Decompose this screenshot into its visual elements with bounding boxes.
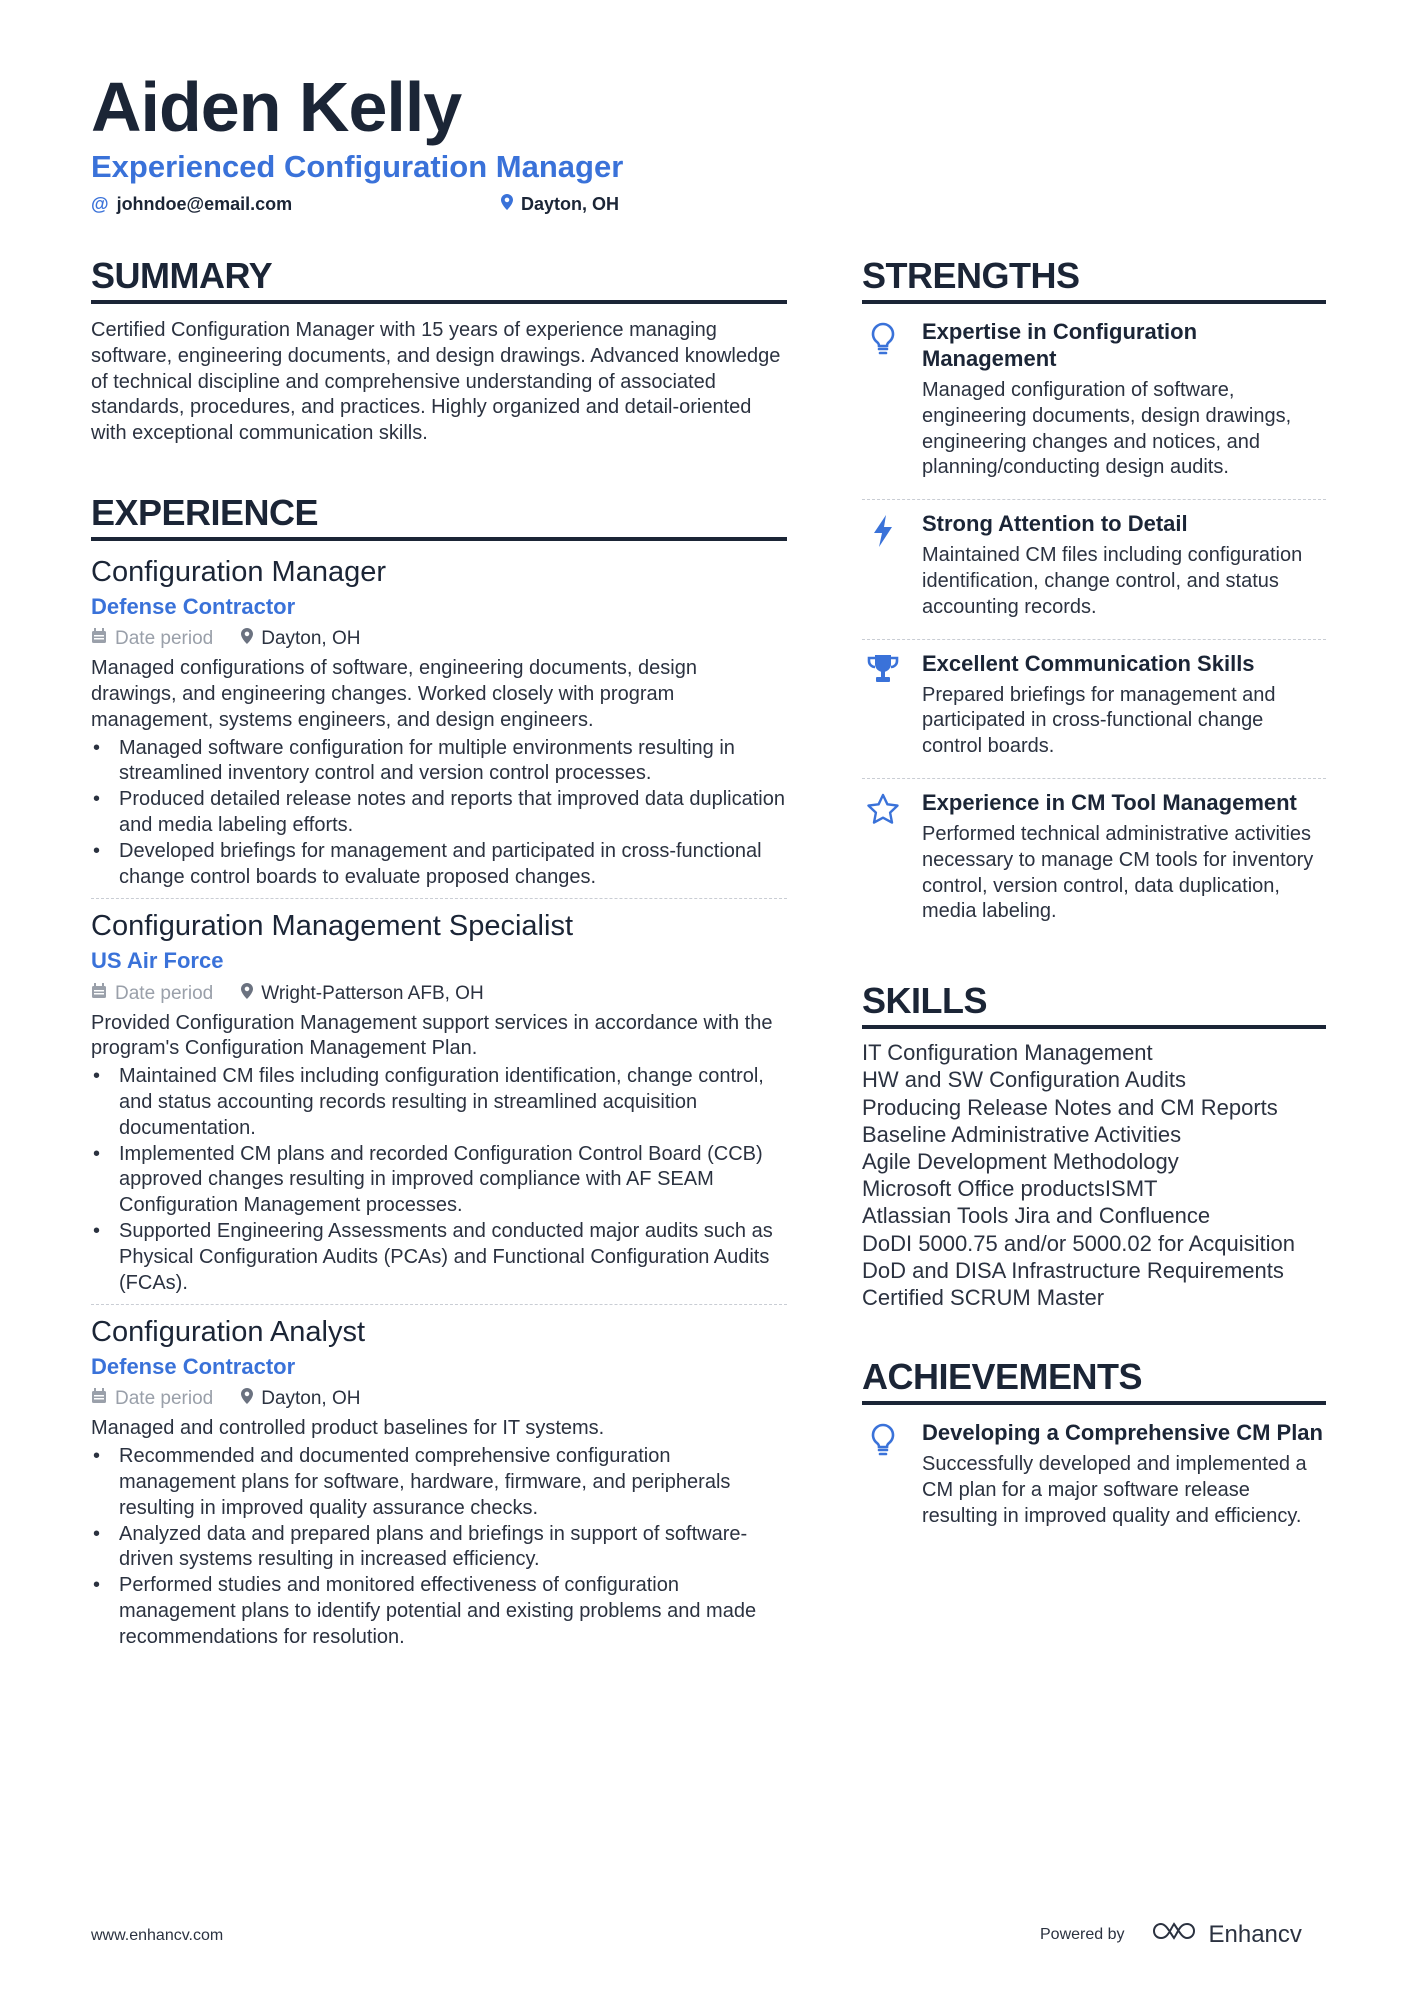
candidate-name: Aiden Kelly [91,68,462,146]
job-description: Provided Configuration Management support services in accordance with the program's Configuration Management Plan. [91,1011,773,1060]
star-icon [862,789,904,925]
experience-section [91,491,787,1659]
job-title: Configuration Analyst [91,1316,366,1349]
strength-item [862,779,1326,943]
footer-website[interactable]: www.enhancv.com [91,1927,224,1944]
strength-desc: Maintained CM files including configuration identification, change control, and status accounting records. [922,544,1303,618]
left-column [91,255,787,1669]
lightbulb-icon [862,318,904,481]
contact-location [501,194,619,215]
bullet-item: • Managed software configuration for multiple environments resulting in streamlined inventory control and version control processes. [91,736,787,788]
email-text: johndoe@email.com [116,194,293,214]
location-pin-icon [241,628,253,649]
location-text: Dayton, OH [521,194,620,214]
skill-item: DoDI 5000.75 and/or 5000.02 for Acquisition [862,1230,1295,1256]
strength-desc: Prepared briefings for management and participated in cross-functional change control boards. [922,683,1276,758]
job-description: Managed configurations of software, engineering documents, design drawings, and engineering changes. Worked closely with program management, systems engineers, and design engineers. [91,657,697,731]
bullet-item: • Supported Engineering Assessments and conducted major audits such as Physical Configuration Audits (PCAs) and Functional Configuration Audits (FCAs). [91,1219,787,1296]
achievement-item [862,1409,1326,1547]
strength-title: Excellent Communication Skills [922,650,1255,676]
enhancv-logo-icon [1151,1920,1197,1949]
strength-item [862,640,1326,779]
job-entry [91,555,787,899]
brand-name: Enhancv [1208,1920,1302,1948]
job-bullets [91,736,787,891]
achievements-section [862,1356,1326,1547]
strengths-heading: STRENGTHS [862,258,1326,304]
contact-email [91,194,292,215]
job-title: Configuration Manager [91,555,387,588]
achievements-heading: ACHIEVEMENTS [862,1359,1326,1405]
strength-title: Strong Attention to Detail [922,511,1188,537]
powered-by-text: Powered by [1040,1925,1125,1943]
bullet-item: • Performed studies and monitored effectiveness of configuration management plans to identify potential and existing problems and made recommendations for resolution. [91,1573,787,1650]
calendar-icon [91,628,107,649]
calendar-icon [91,983,107,1004]
bullet-item: • Developed briefings for management and participated in cross-functional change control boards to evaluate proposed changes. [91,839,787,891]
location-pin-icon [501,194,513,215]
job-date: Date period [91,628,213,650]
job-meta [91,1388,787,1410]
skill-item: Baseline Administrative Activities [862,1121,1182,1147]
job-location: Wright-Patterson AFB, OH [241,983,483,1005]
job-location: Dayton, OH [241,628,360,650]
skill-item: Atlassian Tools Jira and Confluence [862,1203,1211,1229]
job-date: Date period [91,983,213,1005]
job-description: Managed and controlled product baselines for IT systems. [91,1417,605,1440]
strength-desc: Managed configuration of software, engineering documents, design drawings, engineering changes and notices, and planning/conducting design audits. [922,379,1292,479]
bullet-item: • Implemented CM plans and recorded Configuration Control Board (CCB) approved changes resulting in improved compliance with AF SEAM Configuration Management processes. [91,1142,787,1219]
bullet-item: • Recommended and documented comprehensive configuration management plans for software, hardware, firmware, and peripherals resulting in improved quality assurance checks. [91,1444,787,1521]
location-pin-icon [241,1388,253,1409]
job-meta [91,983,787,1005]
job-location: Dayton, OH [241,1388,360,1410]
experience-heading: EXPERIENCE [91,495,787,541]
lightning-icon [862,510,904,620]
strengths-section [862,255,1326,943]
lightbulb-icon [862,1419,904,1529]
summary-heading: SUMMARY [91,258,787,304]
trophy-icon [862,650,904,760]
skill-item: Producing Release Notes and CM Reports [862,1094,1278,1120]
bullet-item: • Maintained CM files including configuration identification, change control, and status accounting records resulting in streamlined acquisition documentation. [91,1064,787,1141]
job-meta [91,628,787,650]
skill-item: Certified SCRUM Master [862,1284,1105,1310]
job-title: Configuration Management Specialist [91,910,573,943]
brand-logo[interactable] [1151,1920,1302,1949]
company-name: US Air Force [91,948,224,974]
job-bullets [91,1064,787,1296]
job-date: Date period [91,1388,213,1410]
skill-item: HW and SW Configuration Audits [862,1067,1187,1093]
bullet-item: • Analyzed data and prepared plans and briefings in support of software-driven systems resulting in increased efficiency. [91,1522,787,1574]
company-name: Defense Contractor [91,593,296,619]
achievement-desc: Successfully developed and implemented a CM plan for a major software release resulting in improved quality and efficiency. [922,1453,1307,1527]
at-icon: @ [91,194,109,214]
job-entry [91,909,787,1305]
skill-item: IT Configuration Management [862,1040,1153,1066]
strength-item [862,500,1326,639]
bullet-item: • Produced detailed release notes and reports that improved data duplication and media labeling efforts. [91,787,787,839]
skill-item: DoD and DISA Infrastructure Requirements [862,1257,1284,1283]
company-name: Defense Contractor [91,1354,296,1380]
footer-branding [1040,1920,1302,1949]
location-pin-icon [241,983,253,1004]
summary-text: Certified Configuration Manager with 15 years of experience managing software, engineering documents, and design drawings. Advanced knowledge of technical discipline and comprehensive understanding of associated standards, procedures, and practices. Highly organized and detail-oriented with exceptional communication skills. [91,319,781,445]
candidate-title: Experienced Configuration Manager [91,149,624,184]
strength-desc: Performed technical administrative activities necessary to manage CM tools for inventory control, version control, data duplication, media labeling. [922,822,1314,923]
job-bullets [91,1444,787,1650]
strength-title: Experience in CM Tool Management [922,789,1297,815]
strength-title: Expertise in Configuration Management [922,319,1198,371]
job-entry [91,1315,787,1658]
skills-heading: SKILLS [862,983,1326,1029]
calendar-icon [91,1388,107,1409]
summary-section [91,255,787,447]
skill-item: Agile Development Methodology [862,1148,1179,1174]
strength-item [862,308,1326,500]
skills-section [862,980,1326,1311]
skill-item: Microsoft Office productsISMT [862,1176,1158,1202]
achievement-title: Developing a Comprehensive CM Plan [922,1420,1323,1446]
right-column [862,255,1326,1548]
